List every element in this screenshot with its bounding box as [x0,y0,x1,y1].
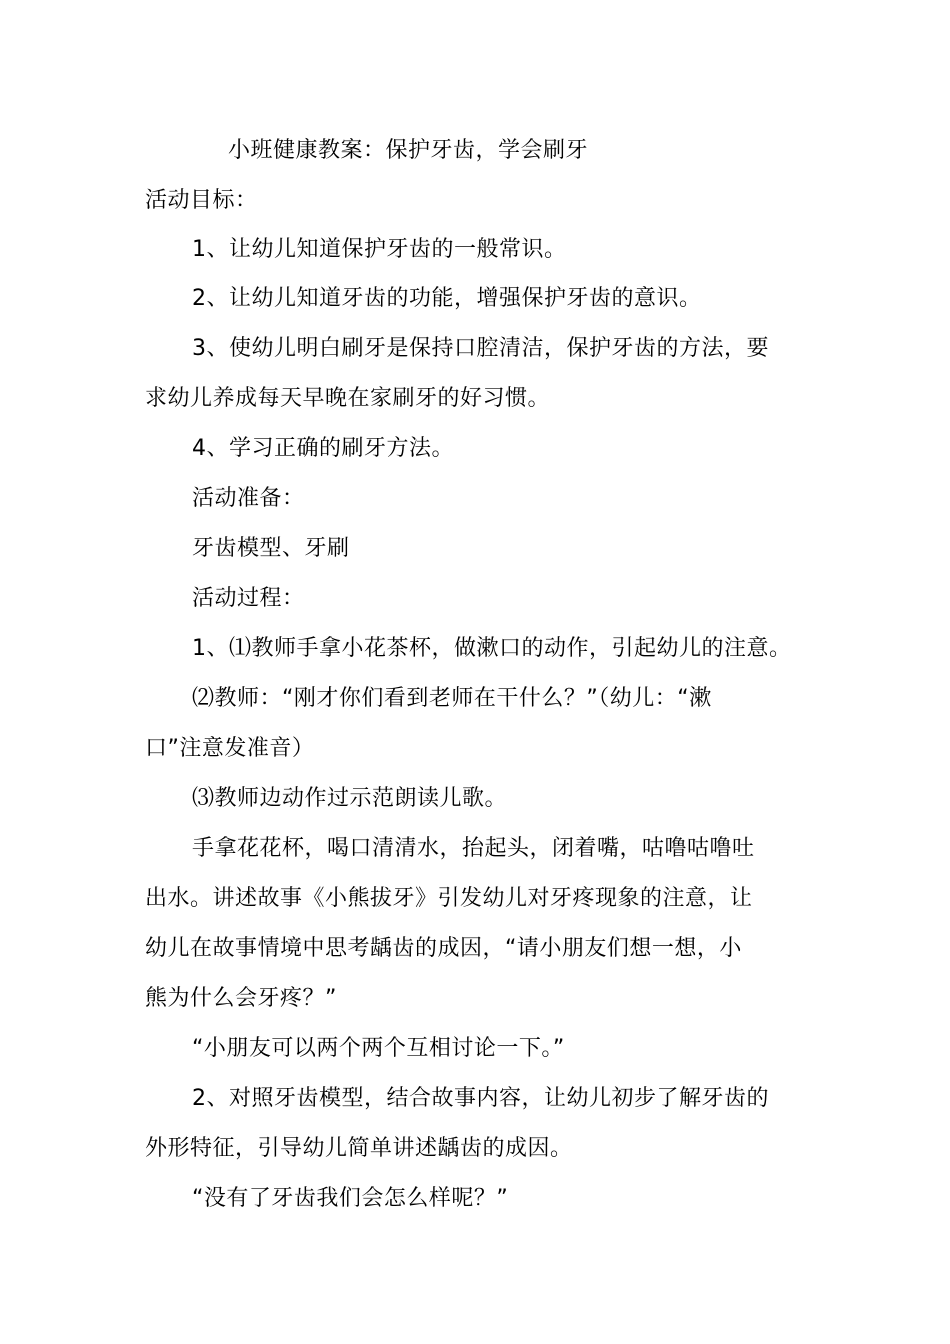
paragraph-line: 3、使幼儿明白刷牙是保持口腔清洁，保护牙齿的方法，要 [192,336,769,361]
paragraph-line: 牙齿模型、牙刷 [192,536,350,561]
paragraph-line: “没有了牙齿我们会怎么样呢？” [192,1186,509,1211]
paragraph-line: 外形特征，引导幼儿简单讲述龋齿的成因。 [145,1136,573,1161]
paragraph-line: ⑵教师：“刚才你们看到老师在干什么？”（幼儿：“漱 [192,686,712,711]
document-title: 小班健康教案：保护牙齿，学会刷牙 [228,138,589,163]
paragraph-line: 幼儿在故事情境中思考龋齿的成因，“请小朋友们想一想，小 [145,936,742,961]
paragraph-line: 2、对照牙齿模型，结合故事内容，让幼儿初步了解牙齿的 [192,1086,769,1111]
paragraph-line: “小朋友可以两个两个互相讨论一下。” [192,1036,565,1061]
section-heading-process: 活动过程： [192,586,305,611]
paragraph-line: 1、让幼儿知道保护牙齿的一般常识。 [192,237,567,262]
section-heading-goals: 活动目标： [145,188,258,213]
paragraph-line: 出水。讲述故事《小熊拔牙》引发幼儿对牙疼现象的注意，让 [145,886,753,911]
paragraph-line: 求幼儿养成每天早晚在家刷牙的好习惯。 [145,386,551,411]
paragraph-line: ⑶教师边动作过示范朗读儿歌。 [192,786,508,811]
paragraph-line: 口”注意发准音） [145,736,315,761]
paragraph-line: 熊为什么会牙疼？” [145,986,337,1011]
paragraph-line: 2、让幼儿知道牙齿的功能，增强保护牙齿的意识。 [192,286,702,311]
paragraph-line: 4、学习正确的刷牙方法。 [192,436,454,461]
paragraph-line: 手拿花花杯，喝口清清水，抬起头，闭着嘴，咕噜咕噜吐 [192,836,755,861]
paragraph-line: 1、⑴教师手拿小花茶杯，做漱口的动作，引起幼儿的注意。 [192,636,792,661]
section-heading-preparation: 活动准备： [192,486,305,511]
